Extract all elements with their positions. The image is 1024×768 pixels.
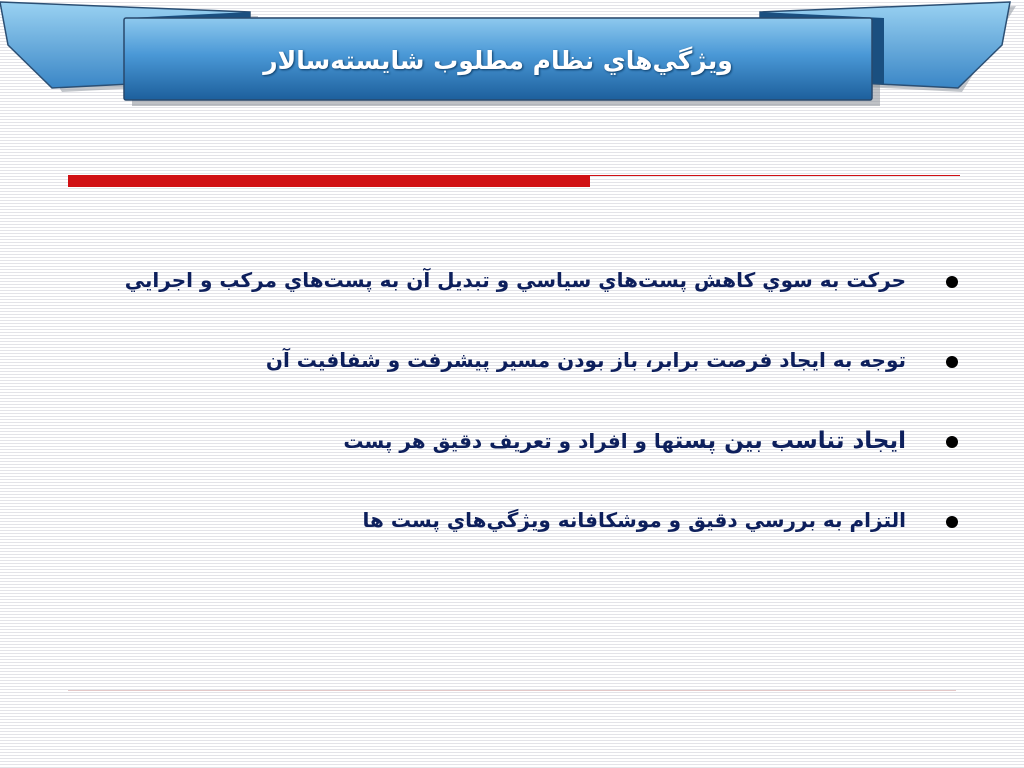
bullet-list: [90, 258, 960, 578]
bullet-item: [90, 418, 960, 498]
footer-divider: [68, 690, 956, 691]
bullet-dot-icon: [946, 516, 958, 528]
bullet-text: التزام به بررسي دقيق و موشكافانه ويژگي‌هاي پست ها: [362, 508, 906, 532]
bullet-dot-icon: [946, 276, 958, 288]
bullet-text-emphasis: ايجاد تناسب بين پست: [674, 428, 906, 454]
bullet-text-rest: ها و افراد و تعريف دقيق هر پست: [343, 429, 675, 453]
bullet-dot-icon: [946, 436, 958, 448]
slide-title: ويژگي‌هاي نظام مطلوب شايسته‌سالار: [263, 45, 733, 75]
bullet-text: حركت به سوي كاهش پست‌هاي سياسي و تبديل آن به پست‌هاي مركب و اجرايي: [124, 268, 906, 292]
bullet-text: توجه به ايجاد فرصت برابر، باز بودن مسير پيشرفت و شفافيت آن: [265, 348, 906, 372]
bullet-item: [90, 338, 960, 418]
bullet-dot-icon: [946, 356, 958, 368]
bullet-item: [90, 258, 960, 338]
bullet-item: [90, 498, 960, 578]
title-underline-bar: [68, 175, 590, 187]
bullet-text: [343, 428, 906, 454]
title-underline-thin: [590, 175, 960, 176]
